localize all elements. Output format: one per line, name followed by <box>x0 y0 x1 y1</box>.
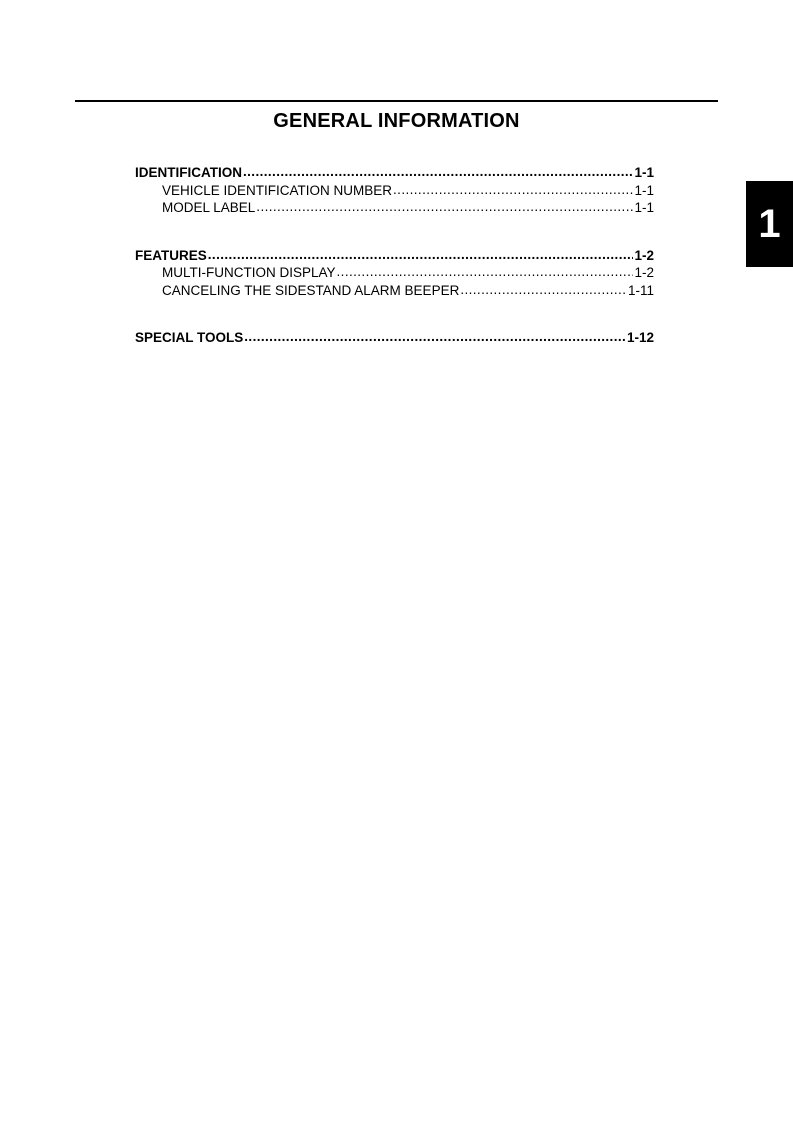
toc-section-special-tools <box>135 329 654 347</box>
page-title: GENERAL INFORMATION <box>273 110 520 132</box>
toc-entry-title: MODEL LABEL <box>162 200 256 215</box>
toc-section-features <box>135 247 654 300</box>
toc-entry-page: 1-2 <box>634 247 654 263</box>
toc-entry-page: 1-1 <box>634 182 654 198</box>
dot-leader <box>393 181 633 199</box>
toc-entry-identification[interactable] <box>135 164 654 182</box>
toc-entry-page: 1-1 <box>634 165 654 180</box>
toc-entry-features[interactable] <box>135 247 654 265</box>
dot-leader <box>208 246 634 264</box>
toc-entry-title: CANCELING THE SIDESTAND ALARM BEEPER <box>162 282 460 298</box>
toc-entry-multi-function-display[interactable] <box>135 264 654 282</box>
toc-entry-title: FEATURES <box>135 247 207 263</box>
toc-entry-vehicle-identification-number[interactable] <box>135 182 654 200</box>
chapter-tab[interactable] <box>746 181 793 267</box>
toc-entry-page: 1-2 <box>634 265 654 280</box>
dot-leader <box>243 163 633 181</box>
toc-entry-model-label[interactable] <box>135 199 654 217</box>
toc-entry-title: SPECIAL TOOLS <box>135 330 244 345</box>
toc-entry-page: 1-12 <box>626 330 654 345</box>
dot-leader <box>460 281 627 299</box>
toc-entry-title: MULTI-FUNCTION DISPLAY <box>162 265 336 280</box>
dot-leader <box>244 328 626 346</box>
toc-entry-canceling-sidestand-alarm-beeper[interactable] <box>135 282 654 300</box>
toc-entry-title: VEHICLE IDENTIFICATION NUMBER <box>162 182 393 198</box>
table-of-contents <box>135 164 654 376</box>
toc-entry-special-tools[interactable] <box>135 329 654 347</box>
toc-entry-title: IDENTIFICATION <box>135 165 242 180</box>
chapter-number: 1 <box>758 201 781 246</box>
toc-entry-page: 1-1 <box>634 200 654 215</box>
header-rule <box>75 100 718 102</box>
toc-section-identification <box>135 164 654 217</box>
dot-leader <box>256 198 633 216</box>
dot-leader <box>337 263 634 281</box>
toc-entry-page: 1-11 <box>627 282 654 298</box>
